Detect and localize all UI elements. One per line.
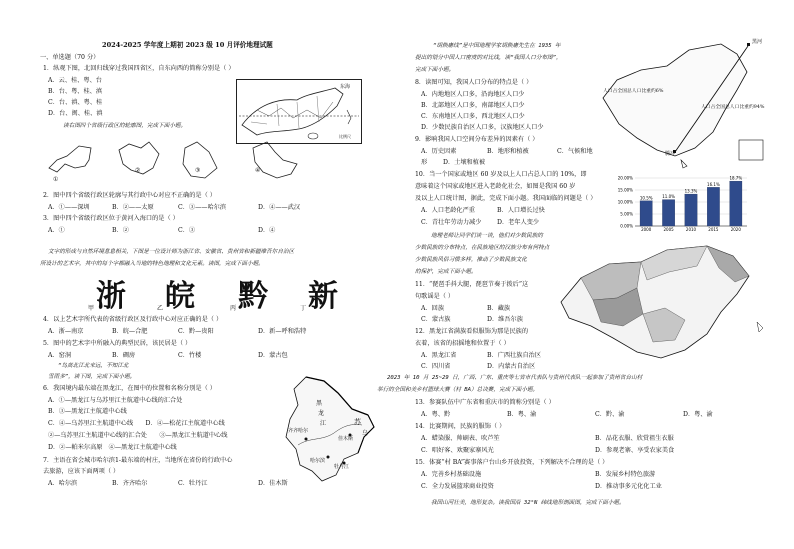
chart-data-label: 10.5% <box>639 195 653 201</box>
q6-option-line4[interactable]: ②—乌苏里江主航道中心线的汇合处 ③—黑龙江主航道中心线 <box>48 432 228 439</box>
q7-stem: 7．主语在省会城市哈尔滨1-最东端的村庄，当地所在省份的行政中心 <box>43 457 233 464</box>
art-label-jia: 甲 <box>88 305 95 312</box>
intro-q4-6-line2: 所设计的艺术字，其中的每个字都融入当地的特色地理和文化元素。读图，完成下面小题。 <box>40 261 264 267</box>
chart-ytick-label: 10.00% <box>617 199 633 205</box>
province-outlines <box>45 138 335 188</box>
q10-option-b[interactable]: B．人口增长过快 <box>497 207 545 214</box>
q3-option-c[interactable]: C．③ <box>178 227 196 234</box>
map-scale-label: 比例尺 <box>339 134 351 139</box>
tropic-map <box>236 79 362 144</box>
hlj-label-jiang: 江 <box>320 420 327 427</box>
hlj-label-su: 苏 <box>354 418 361 426</box>
shape-label-2: ② <box>135 167 141 174</box>
q13-option-b[interactable]: B．粤、渝 <box>507 411 537 418</box>
art-label-bing: 丙 <box>230 305 237 312</box>
q7-option-c[interactable]: C．牡丹江 <box>178 480 208 487</box>
q1-option-d[interactable]: D．台、闽、桂、滇 <box>48 110 103 117</box>
intro-q11-line2: 少数民族的分布特点，在民族地区的汉族分布有何特点 <box>415 245 550 251</box>
intro-q8-line2: 提出的划分中国人口密度的对比线，读“我国人口分布图”， <box>415 55 562 61</box>
art-char-zhe: 浙 <box>96 279 127 314</box>
intro-q8-line1: “胡焕庸线”是中国地理学家胡焕庸先生在 1935 年 <box>433 43 561 49</box>
q9-option-c[interactable]: C．气候和地 <box>557 148 593 155</box>
aging-chart <box>607 172 775 242</box>
q8-option-d[interactable]: D．少数民族自治区人口多，汉族地区人口少 <box>421 124 544 131</box>
chart-category-label: 2010 <box>685 227 697 232</box>
q12-line2: 衣着，该省的招摇地和位置于（ ） <box>415 340 510 347</box>
q4-option-c[interactable]: C．黔—贵阳 <box>178 328 214 335</box>
chart-bar <box>640 201 652 226</box>
intro-q8-line3: 完成下面小题。 <box>415 67 455 73</box>
q6-option-line2[interactable]: B．③—黑龙江主航道中心线 <box>48 408 127 415</box>
q14-option-c[interactable]: C．唱好客、欢聚家寨风光 <box>421 447 494 454</box>
q6-option-line3[interactable]: C．④—乌苏里江主航道中心线 D．④—松花江主航道中心线 <box>48 420 225 427</box>
q12-option-d[interactable]: D．内蒙古自治区 <box>487 363 536 370</box>
art-label-yi: 乙 <box>157 305 164 312</box>
q7-option-b[interactable]: B．齐齐哈尔 <box>112 480 148 487</box>
q2-option-d[interactable]: D．④——武汉 <box>258 204 301 211</box>
q2-option-b[interactable]: B．②——太原 <box>112 204 154 211</box>
q8-stem: 8．读图可知，我国人口分布的特点是（ ） <box>415 79 533 86</box>
q10-option-c[interactable]: C．青壮年劳动力减少 <box>421 219 482 226</box>
art-char-qian: 黔 <box>238 279 269 314</box>
q8-option-b[interactable]: B．北部地区人口多，南部地区人口少 <box>421 102 525 109</box>
hlj-label-jiamusi: 佳木斯 <box>338 436 354 442</box>
q1-option-c[interactable]: C．台、滇、粤、桂 <box>48 99 103 106</box>
population-map <box>597 40 777 170</box>
q10-line1: 10．当一个国家或地区 60 岁及以上人口占总人口的 10%，即 <box>415 171 587 178</box>
chart-category-label: 2020 <box>730 227 741 232</box>
q3-stem: 3．图中四个省级行政区位于黄河入海口的是（ ） <box>43 215 179 222</box>
population-label-heihe: 黑河 <box>752 39 763 45</box>
q4-option-d[interactable]: D．新—呼和浩特 <box>258 328 307 335</box>
hlj-label-mudanjiang: 牡丹江 <box>334 464 350 470</box>
q15-option-a[interactable]: A．完善乡村基础设施 <box>421 471 482 478</box>
q7-option-a[interactable]: A．哈尔滨 <box>48 480 78 487</box>
q2-stem: 2．图中四个省级行政区轮廓与其行政中心对应不正确的是（ ） <box>43 192 216 199</box>
q5-extra-line1: “鸟离北江北来远，不知江北 <box>58 363 129 369</box>
q11-line2: 句歌谣是（ ） <box>415 293 455 300</box>
q5-option-b[interactable]: B．碉房 <box>112 352 136 359</box>
q2-option-c[interactable]: C．③——哈尔滨 <box>178 204 227 211</box>
q13-option-a[interactable]: A．粤、黔 <box>421 411 451 418</box>
q13-stem: 13．参赛队伍中广东省和重庆市的简称分别是（ ） <box>415 399 555 406</box>
q5-option-a[interactable]: A．窑洞 <box>48 352 72 359</box>
section-title: 一、单选题（70 分） <box>40 54 100 61</box>
q4-stem: 4．以上艺术字所代表的省级行政区及行政中心对应正确的是（ ） <box>43 316 223 323</box>
q6-option-line5[interactable]: D．②—帕米尔高原 ④—黑龙江主航道中心线 <box>48 444 177 451</box>
q12-option-c[interactable]: C．四川省 <box>421 363 451 370</box>
chart-ytick-label: 5.00% <box>620 211 633 217</box>
chart-ytick-label: 20.00% <box>617 175 633 181</box>
hlj-label-qiqihar: 齐齐哈尔 <box>288 428 309 434</box>
chart-bar <box>707 187 719 226</box>
map-label-sea: 东海 <box>340 84 351 90</box>
q3-option-a[interactable]: A．① <box>48 227 65 234</box>
q11-line1: 11．“琵琶手抖大腿，琵琶节奏于拨后”这 <box>415 281 529 288</box>
q14-option-a[interactable]: A．蜡染服、帅刷表、吹芦笙 <box>421 435 500 442</box>
q12-option-b[interactable]: B．广西壮族自治区 <box>487 352 542 359</box>
q14-stem: 14．比赛期间，民族的服饰（ ） <box>415 423 506 430</box>
q9-option-c-cont: 形 <box>421 159 428 166</box>
art-char-wan: 皖 <box>165 279 196 314</box>
q11-option-c[interactable]: C．蒙古族 <box>421 316 451 323</box>
intro-q13-line2: 举行的全国和美乡村篮球大赛（村 BA）总决赛，完成下面小题。 <box>377 387 539 393</box>
q1-option-b[interactable]: B．台、粤、桂、滇 <box>48 88 103 95</box>
heilongjiang-map <box>278 375 378 485</box>
q15-option-d[interactable]: D．推动事多元化化工业 <box>595 483 662 490</box>
q11-option-d[interactable]: D．维吾尔族 <box>487 316 523 323</box>
q15-stem: 15．体赛“村 BA”赛事落户台山乡开放投资，下列解决不合理的是（ ） <box>415 459 609 466</box>
q5-stem: 5．图中的艺术字中所融入的典型民居，该民居是（ ） <box>43 340 192 347</box>
q15-option-b[interactable]: B．发展乡村特色旅游 <box>595 471 656 478</box>
q5-extra-line2: 雪雨多”，读下图，完成下面小题。 <box>48 374 136 380</box>
population-label-west: 人口占全国总人口比重约6% <box>603 89 664 94</box>
q7-stem-2: 去旅游，应该下面两项（ ） <box>43 468 120 475</box>
q12-line1: 12．黑龙江省满族看似服饰为那是民族的 <box>415 328 529 335</box>
chart-bar <box>662 200 674 226</box>
shape-label-1: ① <box>53 176 59 183</box>
q8-option-a[interactable]: A．内地地区人口多，沿海地区人口少 <box>421 91 525 98</box>
hlj-label-harbin: 哈尔滨 <box>310 458 326 464</box>
q2-option-a[interactable]: A．①——深圳 <box>48 204 90 211</box>
hlj-label-long: 龙 <box>318 410 325 417</box>
population-label-east: 人口占全国总人口比重约94% <box>701 105 765 110</box>
right-column <box>377 0 794 549</box>
tail-intro: 我国山河壮美，地形复杂。读我国沿 32°N 纬线地形剖面图，完成下面小题。 <box>431 500 625 506</box>
chart-bar <box>685 194 697 226</box>
q9-option-d[interactable]: D．土壤和植被 <box>443 159 486 166</box>
q8-option-c[interactable]: C．东南地区人口多，西北地区人口少 <box>421 113 525 120</box>
chart-data-label: 18.7% <box>729 175 743 181</box>
q3-option-d[interactable]: D．④ <box>258 227 276 234</box>
chart-data-label: 16.1% <box>707 181 720 187</box>
q9-option-b[interactable]: B．地形和植被 <box>487 148 529 155</box>
chart-data-label: 11.0% <box>662 194 675 200</box>
chart-ytick-label: 0.00% <box>620 223 633 229</box>
q6-stem: 6．我国境内最东端在黑龙江，在图中的位置和名称分别是（ ） <box>43 385 216 392</box>
hlj-label-hei: 黑 <box>316 400 323 407</box>
q1-option-a[interactable]: A．云、桂、粤、台 <box>48 77 102 84</box>
q13-option-c[interactable]: C．黔、渝 <box>595 411 625 418</box>
intro-q11-line1: 地理老师让同学们谈一谈，他们对少数民族的 <box>431 233 543 239</box>
q5-option-c[interactable]: C．竹楼 <box>178 352 202 359</box>
q4-option-b[interactable]: B．皖—合肥 <box>112 328 148 335</box>
province-shapes-svg <box>45 138 335 188</box>
q6-option-line1[interactable]: A．①—黑龙江与乌苏里江主航道中心线的汇合处 <box>48 397 183 404</box>
population-label-tengchong: 腾冲 <box>665 151 676 157</box>
q9-stem: 9．影响我国人口空间分布差异的因素有（ ） <box>415 136 539 143</box>
chart-data-label: 13.3% <box>684 188 698 194</box>
q7-option-d[interactable]: D．佳木斯 <box>258 480 288 487</box>
intro-q11-line4: 的保护，完成下面小题。 <box>415 269 477 275</box>
chart-category-label: 2015 <box>708 227 719 232</box>
chart-bar <box>730 181 742 226</box>
q5-option-d[interactable]: D．蒙古包 <box>258 352 288 359</box>
q13-option-d[interactable]: D．粤、渝 <box>683 411 713 418</box>
shape-label-4: ④ <box>255 167 261 174</box>
chart-category-label: 2000 <box>641 227 652 232</box>
q14-option-d[interactable]: D．参观老寨、享受农家美食 <box>595 447 675 454</box>
q12-option-a[interactable]: A．黑龙江省 <box>421 352 457 359</box>
ethnic-map-svg <box>557 242 777 362</box>
q15-option-c[interactable]: C．全力发展篮球商业投资 <box>421 483 494 490</box>
art-char-xin: 新 <box>308 279 339 314</box>
art-label-ding: 丁 <box>300 305 307 312</box>
q1-stem: 1．纵观下图，北回归线穿过我国四省区，自东向西的简称分别是（ ） <box>43 65 235 72</box>
shape-label-3: ③ <box>195 167 201 174</box>
intro-q2-3: 读右图四个省级行政区的轮廓图，完成下面小题。 <box>63 123 187 129</box>
intro-q11-line3: 少数民族风俗习惯多样，推动了少数民族文化 <box>415 257 527 263</box>
hlj-label-wu: 乌 <box>362 430 369 437</box>
chart-ytick-label: 15.00% <box>617 187 633 193</box>
q14-option-b[interactable]: B．品花衣服、欣赏祖生衣服 <box>595 435 674 442</box>
aging-chart-svg <box>607 172 775 242</box>
intro-q13-line1: 2023 年 10 月 25~29 日，广西、广东、重庆等七省市代表队与贵州代表队一起参加了贵州省台山村 <box>387 375 643 381</box>
intro-q4-6-line1: 文字的形成与自然环境息息相关，下图是一位设计师为浙江省、安徽省、贵州省和新疆维吾尔自治区 <box>48 249 295 255</box>
ethnic-map <box>557 242 777 362</box>
q11-option-a[interactable]: A．回族 <box>421 305 445 312</box>
q10-option-a[interactable]: A．人口老龄化严重 <box>421 207 475 214</box>
chart-category-label: 2005 <box>663 227 674 232</box>
q9-option-a[interactable]: A．历史因素 <box>421 148 457 155</box>
q11-option-b[interactable]: B．藏族 <box>487 305 511 312</box>
q10-option-d[interactable]: D．老年人变少 <box>497 219 540 226</box>
q10-line3: 及以上人口统计图，据此，完成下面小题。我国面临的问题是（ ） <box>415 195 597 202</box>
q4-option-a[interactable]: A．浙—南京 <box>48 328 84 335</box>
q10-line2: 意味着这个国家或地区进入老龄化社会，如图是我国 60 岁 <box>415 183 576 190</box>
q3-option-b[interactable]: B．② <box>112 227 129 234</box>
exam-title: 2024-2025 学年度上期初 2023 级 10 月评价地理试题 <box>102 41 273 49</box>
